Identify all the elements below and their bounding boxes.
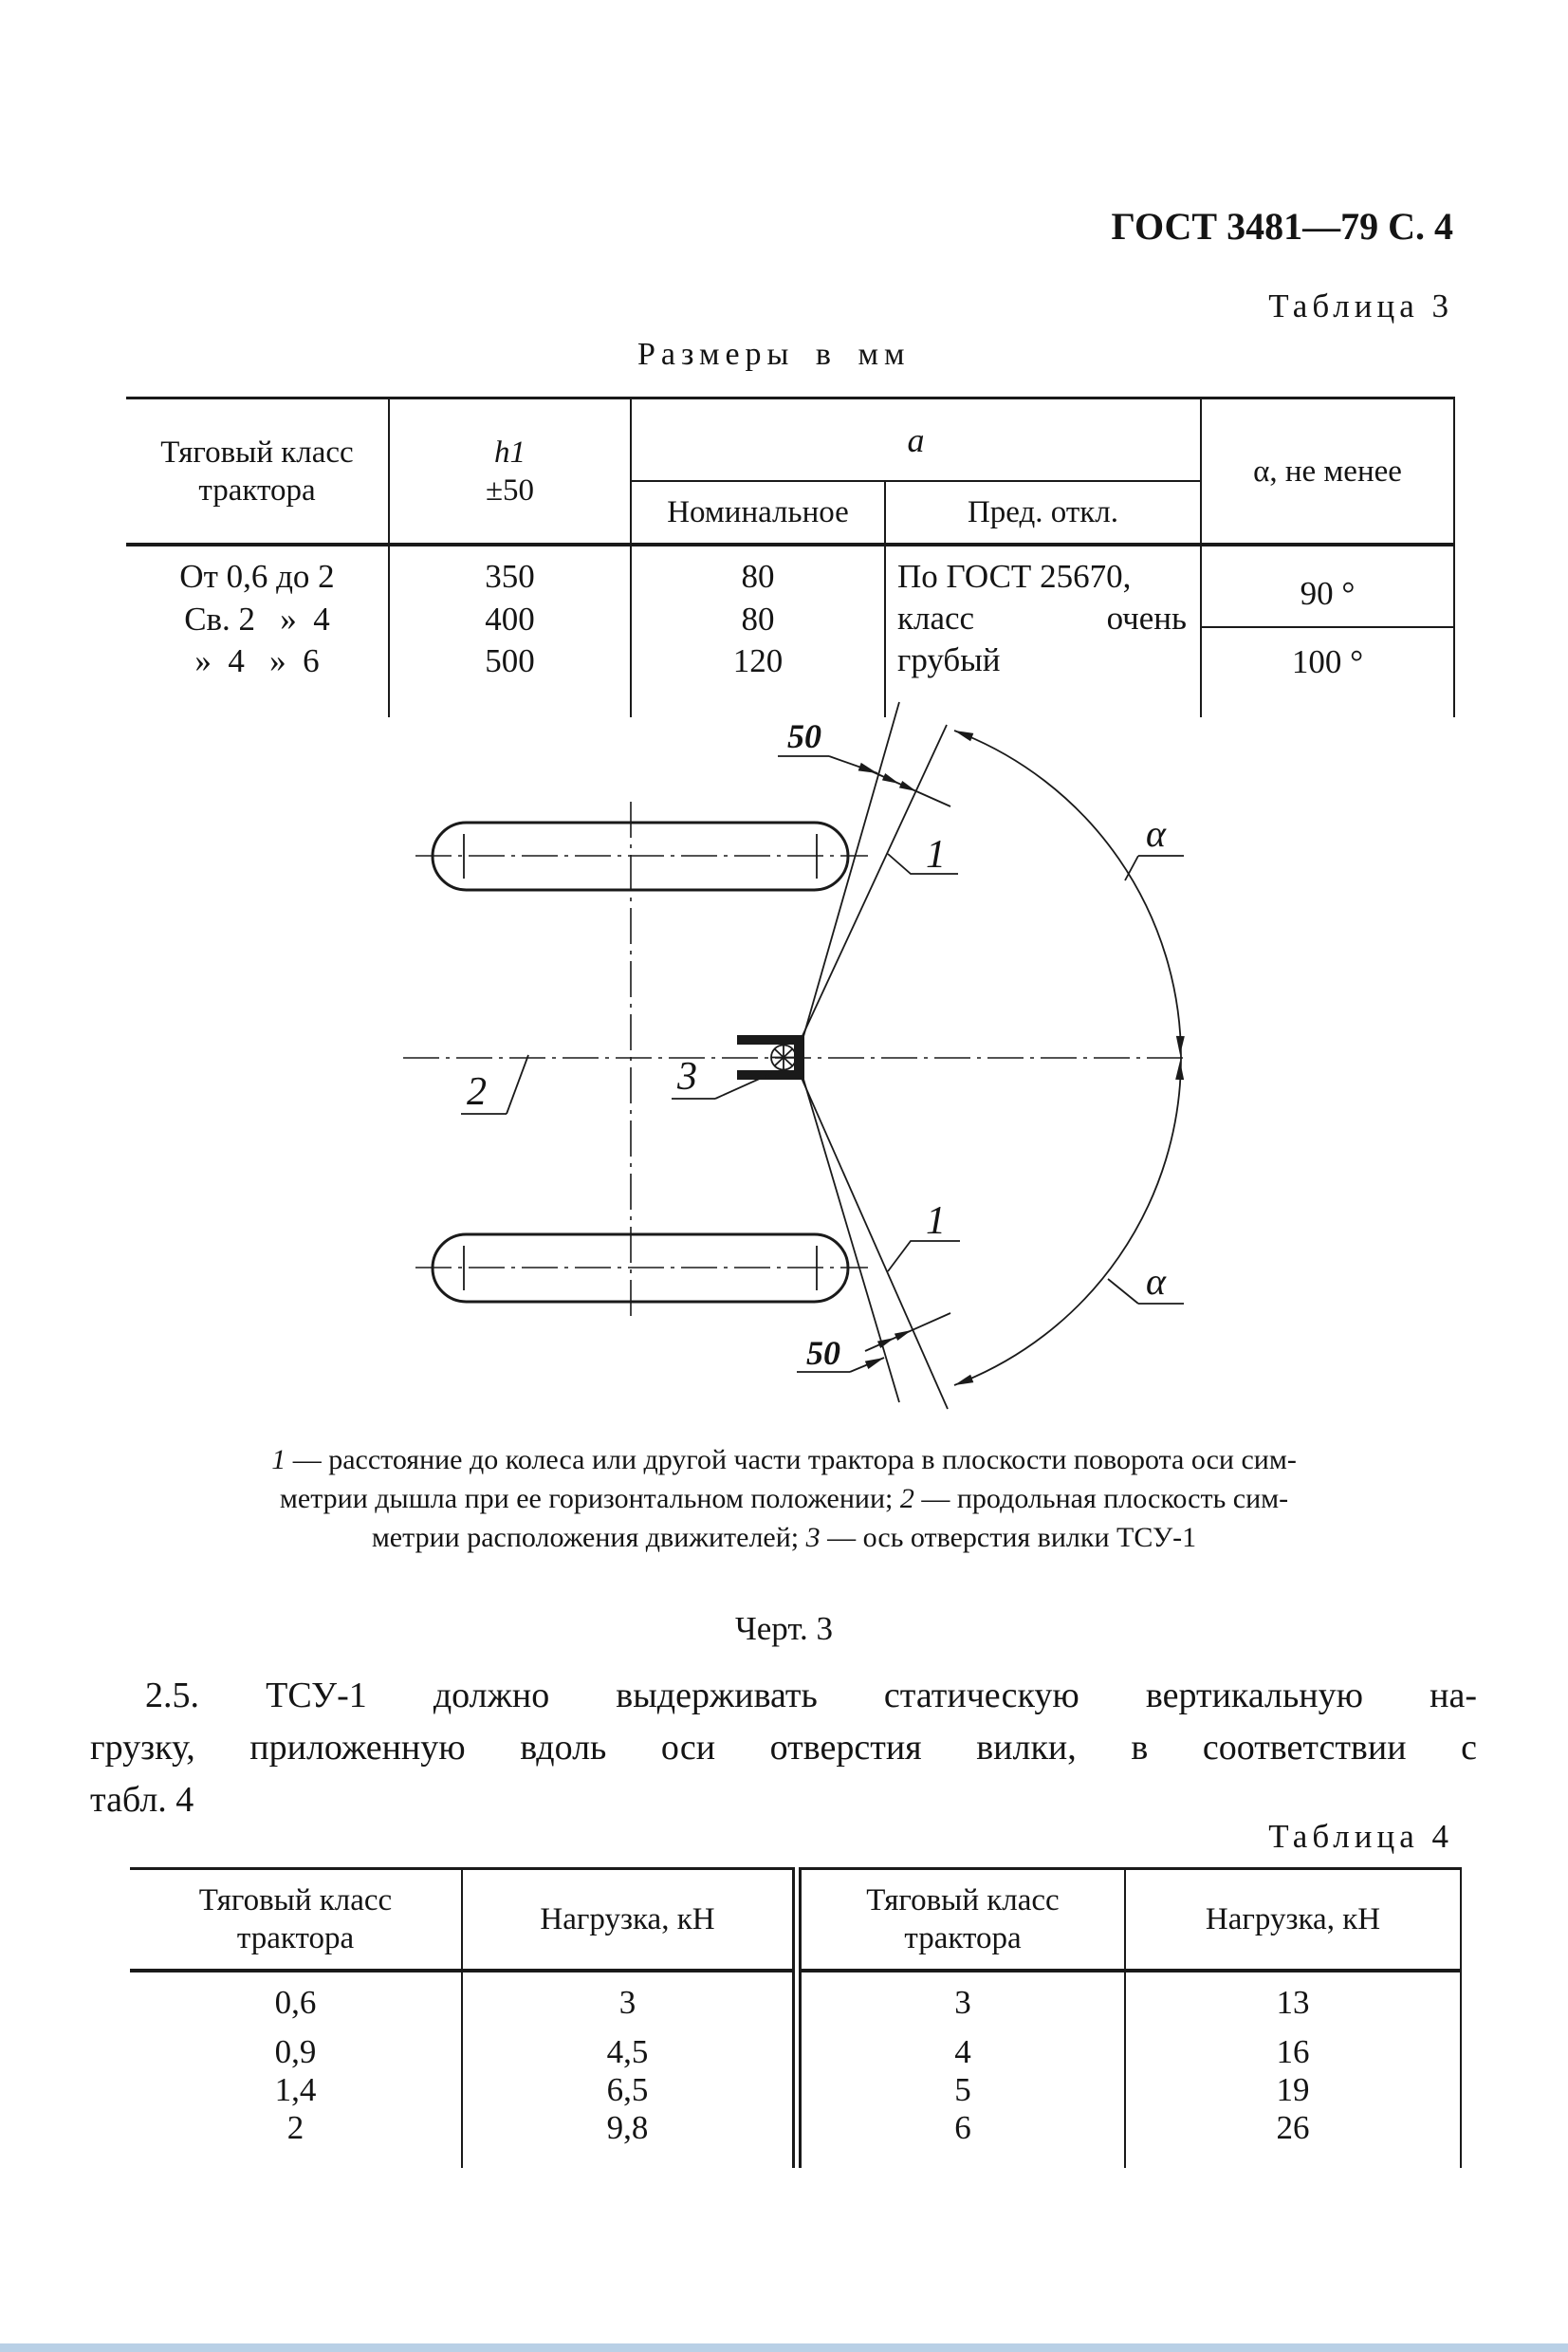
cell-class: От 0,6 до 2 [126,545,389,599]
cell-class: » 4 » 6 [126,640,389,683]
table3-col-class: Тяговый класс трактора [126,398,389,546]
h1-symbol: h1 [494,435,526,470]
table-row: 0,9 4,5 4 16 [130,2033,1461,2071]
cell-class: Св. 2 » 4 [126,599,389,641]
table4-header [130,1869,1461,1972]
paragraph-line: грузку, приложенную вдоль оси отверстия вилки, в соответствии с [90,1728,1477,1768]
svg-text:2: 2 [467,1070,487,1114]
table-row: 2 9,8 6 26 [130,2109,1461,2147]
caption-line: метрии дышла при ее горизонтальном положении; 2 — продольная плоскость сим- [279,1483,1289,1514]
h1-tolerance: ±50 [485,472,535,508]
cell-nominal: 80 [631,545,885,599]
figure-caption [85,1440,1483,1557]
svg-text:α: α [1146,812,1166,855]
page-header: ГОСТ 3481—79 С. 4 [1111,205,1453,248]
cell-alpha [1201,545,1454,683]
cell-h1: 500 [389,640,631,683]
table3-label: Таблица 3 [1268,287,1453,324]
cell-h1: 350 [389,545,631,599]
paragraph-line: 2.5. ТСУ-1 должно выдерживать статическую вертикальную на- [145,1676,1477,1715]
figure-chert3 [247,693,1195,1433]
table3-col-alpha: α, не менее [1201,398,1454,546]
scan-bottom-edge-strip [0,2343,1568,2352]
alpha-90: 90 ° [1202,556,1453,628]
table4-col3: Тяговый класс трактора [797,1869,1125,1972]
table-row-spacer [130,2147,1461,2168]
paragraph-2-5 [90,1670,1477,1826]
svg-text:3: 3 [677,1055,697,1099]
svg-text:α: α [1146,1260,1166,1303]
table-row: 1,4 6,5 5 19 [130,2071,1461,2109]
dim-50-bottom-label: 50 [806,1334,840,1372]
hitch-pin-circle [771,1046,796,1070]
caption-line: 1 — расстояние до колеса или другой части трактора в плоскости поворота оси сим- [271,1444,1297,1475]
table4-col4: Нагрузка, кН [1125,1869,1461,1972]
paragraph-line: табл. 4 [90,1780,194,1820]
table4-label: Таблица 4 [1268,1818,1453,1855]
cell-deviation-note: По ГОСТ 25670, класс очень грубый [885,545,1201,683]
cell-nominal: 80 [631,599,885,641]
cell-nominal: 120 [631,640,885,683]
table3-units-note: Размеры в мм [637,337,911,372]
table3-col-a-deviation: Пред. откл. [885,481,1201,545]
dim-50-top [778,717,950,806]
table3-col-h1 [389,398,631,546]
caption-line: метрии расположения движителей; 3 — ось отверстия вилки ТСУ-1 [371,1522,1197,1553]
alpha-label-top [1125,812,1184,880]
alpha-label-bottom [1108,1260,1184,1304]
figure-label-1-bottom [888,1199,960,1271]
figure-label-1-top [888,833,958,877]
table4-col1: Тяговый класс трактора [130,1869,462,1972]
table4 [130,1867,1462,2168]
cell-h1: 400 [389,599,631,641]
table-row [126,545,1454,599]
table-row: 0,6 3 3 13 [130,1971,1461,2033]
table4-col2: Нагрузка, кН [462,1869,797,1972]
wheel-hub-ticks [464,834,817,1290]
table3 [126,397,1455,717]
table3-col-a: a [631,398,1201,482]
dim-50-top-label: 50 [787,717,821,755]
table3-header [126,398,1454,546]
svg-text:1: 1 [926,1199,946,1243]
figure-number-label: Черт. 3 [735,1610,833,1647]
alpha-100: 100 ° [1291,643,1364,680]
figure-label-2 [461,1055,528,1114]
svg-text:1: 1 [926,833,946,877]
table3-col-a-nominal: Номинальное [631,481,885,545]
